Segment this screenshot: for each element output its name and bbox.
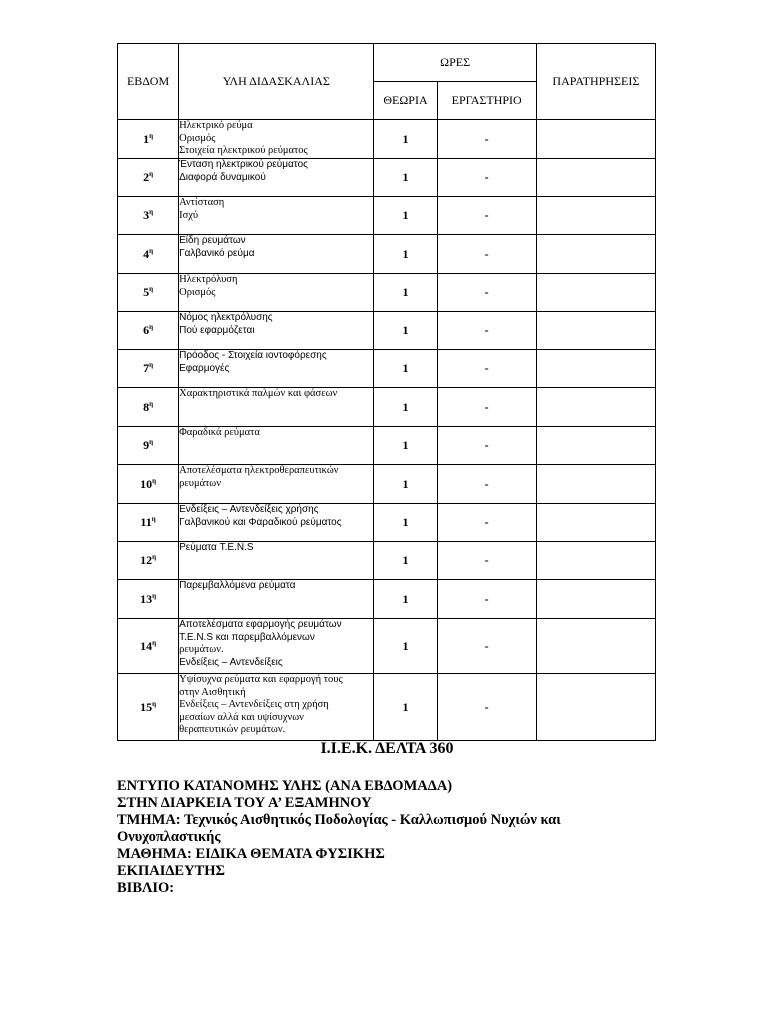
week-number-value: 11	[140, 515, 152, 529]
lab-hours: -	[437, 465, 536, 504]
material-line: Φαραδικά ρεύματα	[179, 427, 260, 438]
material-line: Ενδείξεις – Αντενδείξεις	[179, 656, 283, 668]
table-row	[118, 674, 656, 741]
week-number-value: 14	[140, 638, 153, 653]
material-line: Αντίσταση	[179, 197, 225, 208]
material-line: T.E.N.S και παρεμβαλλόμενων	[179, 631, 315, 643]
material-line: Είδη ρευμάτων	[179, 235, 246, 246]
material-line: Χαρακτηριστικά παλμών και φάσεων	[179, 388, 338, 399]
material-line: Εφαρμογές	[179, 362, 230, 374]
week-ordinal-suffix: η	[149, 170, 154, 178]
lab-hours: -	[437, 159, 536, 197]
lab-hours: -	[437, 504, 536, 542]
week-number-value: 2	[143, 170, 150, 184]
material-cell	[179, 465, 374, 504]
week-ordinal-suffix: η	[152, 591, 157, 600]
book-line: ΒΙΒΛΙΟ:	[117, 880, 175, 896]
week-number	[118, 120, 179, 159]
material-line: Ηλεκτρόλυση	[179, 274, 238, 285]
theory-hours: 1	[374, 312, 437, 350]
week-number	[118, 235, 179, 274]
week-number	[118, 350, 179, 388]
table-row	[118, 619, 656, 674]
department-line-2: Ονυχοπλαστικής	[117, 829, 221, 845]
material-line: Γαλβανικού και Φαραδικού ρεύματος	[179, 516, 342, 528]
material-line: θεραπευτικών ρευμάτων.	[179, 724, 286, 736]
material-cell	[179, 580, 374, 619]
table-row	[118, 274, 656, 312]
material-cell	[179, 274, 374, 312]
remarks-cell	[536, 312, 655, 350]
table-row	[118, 465, 656, 504]
material-line: ρευμάτων	[179, 477, 221, 489]
week-ordinal-suffix: η	[149, 246, 154, 255]
remarks-cell	[536, 465, 655, 504]
week-ordinal-suffix: η	[152, 476, 157, 485]
material-cell	[179, 504, 374, 542]
week-number-value: 4	[143, 246, 150, 261]
week-number-value: 3	[143, 208, 150, 222]
lab-hours: -	[437, 580, 536, 619]
material-line: Ένταση ηλεκτρικού ρεύματος	[179, 159, 308, 170]
week-number-value: 8	[143, 399, 150, 414]
semester-line: ΣΤΗΝ ΔΙΑΡΚΕΙΑ ΤΟΥ Α’ ΕΞΑΜΗΝΟΥ	[117, 795, 372, 811]
week-number-value: 13	[140, 591, 153, 606]
remarks-cell	[536, 350, 655, 388]
lab-hours: -	[437, 350, 536, 388]
week-ordinal-suffix: η	[149, 131, 154, 140]
week-number	[118, 388, 179, 427]
document-info	[117, 740, 657, 897]
lab-hours: -	[437, 674, 536, 741]
week-number	[118, 619, 179, 674]
week-number-value: 12	[140, 553, 153, 567]
lab-hours: -	[437, 427, 536, 465]
remarks-cell	[536, 674, 655, 741]
table-row	[118, 159, 656, 197]
material-cell	[179, 312, 374, 350]
week-number	[118, 504, 179, 542]
material-cell	[179, 388, 374, 427]
theory-hours: 1	[374, 197, 437, 235]
schedule-table	[117, 43, 656, 741]
material-line: Ορισμός	[179, 132, 216, 144]
week-ordinal-suffix: η	[149, 361, 154, 369]
material-line: στην Αισθητική	[179, 686, 246, 698]
remarks-cell	[536, 619, 655, 674]
week-ordinal-suffix: η	[151, 515, 156, 523]
table-row	[118, 542, 656, 580]
theory-hours: 1	[374, 235, 437, 274]
material-line: Ορισμός	[179, 286, 216, 298]
lab-hours: -	[437, 235, 536, 274]
table-row	[118, 197, 656, 235]
material-line: Διαφορά δυναμικού	[179, 171, 266, 183]
material-line: Ισχύ	[179, 209, 199, 221]
week-ordinal-suffix: η	[152, 699, 157, 708]
week-number	[118, 465, 179, 504]
material-line: Γαλβανικό ρεύμα	[179, 247, 255, 259]
remarks-cell	[536, 388, 655, 427]
material-cell	[179, 427, 374, 465]
material-line: ρευμάτων.	[179, 644, 224, 656]
theory-hours: 1	[374, 465, 437, 504]
table-row	[118, 350, 656, 388]
remarks-cell	[536, 274, 655, 312]
material-line: Ρεύματα T.E.N.S	[179, 542, 254, 553]
lab-hours: -	[437, 274, 536, 312]
week-ordinal-suffix: η	[149, 438, 154, 446]
week-number	[118, 580, 179, 619]
material-cell	[179, 542, 374, 580]
theory-hours: 1	[374, 580, 437, 619]
lab-hours: -	[437, 197, 536, 235]
material-line: Ηλεκτρικό ρεύμα	[179, 120, 253, 131]
table-row	[118, 504, 656, 542]
table-row	[118, 427, 656, 465]
lab-hours: -	[437, 388, 536, 427]
week-number-value: 9	[143, 438, 150, 452]
week-ordinal-suffix: η	[152, 553, 157, 561]
theory-hours: 1	[374, 504, 437, 542]
week-ordinal-suffix: η	[149, 323, 154, 331]
material-cell	[179, 350, 374, 388]
table-row	[118, 312, 656, 350]
header-week: ΕΒΔΟΜ	[118, 44, 179, 120]
material-line: Αποτελέσματα ηλεκτροθεραπευτικών	[179, 465, 339, 476]
header-lab: ΕΡΓΑΣΤΗΡΙΟ	[437, 82, 536, 120]
header-theory: ΘΕΩΡΙΑ	[374, 82, 437, 120]
lab-hours: -	[437, 619, 536, 674]
week-number	[118, 542, 179, 580]
lab-hours: -	[437, 542, 536, 580]
week-number-value: 1	[143, 131, 150, 146]
material-line: Υψίσυχνα ρεύματα και εφαρμογή τους	[179, 674, 343, 685]
material-line: Πού εφαρμόζεται	[179, 324, 255, 336]
schedule-body	[118, 120, 656, 741]
theory-hours: 1	[374, 159, 437, 197]
material-cell	[179, 619, 374, 674]
week-number	[118, 159, 179, 197]
material-cell	[179, 197, 374, 235]
material-line: Στοιχεία ηλεκτρικού ρεύματος	[179, 145, 308, 157]
material-line: Αποτελέσματα εφαρμογής ρευμάτων	[179, 619, 342, 630]
header-remarks: ΠΑΡΑΤΗΡΗΣΕΙΣ	[536, 44, 655, 120]
table-row	[118, 388, 656, 427]
week-number	[118, 197, 179, 235]
week-ordinal-suffix: η	[152, 638, 157, 647]
theory-hours: 1	[374, 542, 437, 580]
week-number	[118, 427, 179, 465]
remarks-cell	[536, 427, 655, 465]
lab-hours: -	[437, 312, 536, 350]
remarks-cell	[536, 504, 655, 542]
week-number	[118, 312, 179, 350]
remarks-cell	[536, 197, 655, 235]
remarks-cell	[536, 159, 655, 197]
table-row	[118, 235, 656, 274]
table-row	[118, 120, 656, 159]
week-number	[118, 274, 179, 312]
instructor-line: ΕΚΠΑΙΔΕΥΤΗΣ	[117, 863, 226, 879]
material-line: Πρόοδος - Στοιχεία ιοντοφόρεσης	[179, 350, 327, 361]
week-number-value: 6	[143, 323, 150, 337]
week-ordinal-suffix: η	[149, 285, 154, 293]
theory-hours: 1	[374, 427, 437, 465]
remarks-cell	[536, 580, 655, 619]
week-number-value: 7	[143, 361, 150, 375]
material-line: Ενδείξεις – Αντενδείξεις στη χρήση	[179, 699, 329, 711]
material-line: μεσαίων αλλά και υψίσυχνων	[179, 711, 304, 723]
header-hours: ΩΡΕΣ	[374, 44, 536, 82]
week-number	[118, 674, 179, 741]
theory-hours: 1	[374, 674, 437, 741]
institute-title: Ι.Ι.Ε.Κ. ΔΕΛΤΑ 360	[320, 740, 454, 757]
week-ordinal-suffix: η	[149, 399, 154, 408]
material-line: Νόμος ηλεκτρόλυσης	[179, 312, 273, 323]
course-line: ΜΑΘΗΜΑ: ΕΙΔΙΚΑ ΘΕΜΑΤΑ ΦΥΣΙΚΗΣ	[117, 846, 385, 862]
material-line: Ενδείξεις – Αντενδείξεις χρήσης	[179, 504, 319, 515]
week-ordinal-suffix: η	[149, 208, 154, 216]
remarks-cell	[536, 235, 655, 274]
theory-hours: 1	[374, 619, 437, 674]
department-line-1: ΤΜΗΜΑ: Τεχνικός Αισθητικός Ποδολογίας - Καλλωπισμού Νυχιών και	[117, 812, 561, 828]
theory-hours: 1	[374, 350, 437, 388]
week-number-value: 15	[140, 699, 153, 714]
week-number-value: 5	[143, 285, 150, 299]
material-cell	[179, 120, 374, 159]
material-cell	[179, 674, 374, 741]
theory-hours: 1	[374, 274, 437, 312]
theory-hours: 1	[374, 388, 437, 427]
material-cell	[179, 235, 374, 274]
lab-hours: -	[437, 120, 536, 159]
week-number-value: 10	[140, 476, 153, 491]
remarks-cell	[536, 120, 655, 159]
form-title: ΕΝΤΥΠΟ ΚΑΤΑΝΟΜΗΣ ΥΛΗΣ (ΑΝΑ ΕΒΔΟΜΑΔΑ)	[117, 778, 453, 794]
header-material: ΥΛΗ ΔΙΔΑΣΚΑΛΙΑΣ	[179, 44, 374, 120]
theory-hours: 1	[374, 120, 437, 159]
remarks-cell	[536, 542, 655, 580]
table-row	[118, 580, 656, 619]
material-cell	[179, 159, 374, 197]
material-line: Παρεμβαλλόμενα ρεύματα	[179, 580, 296, 591]
